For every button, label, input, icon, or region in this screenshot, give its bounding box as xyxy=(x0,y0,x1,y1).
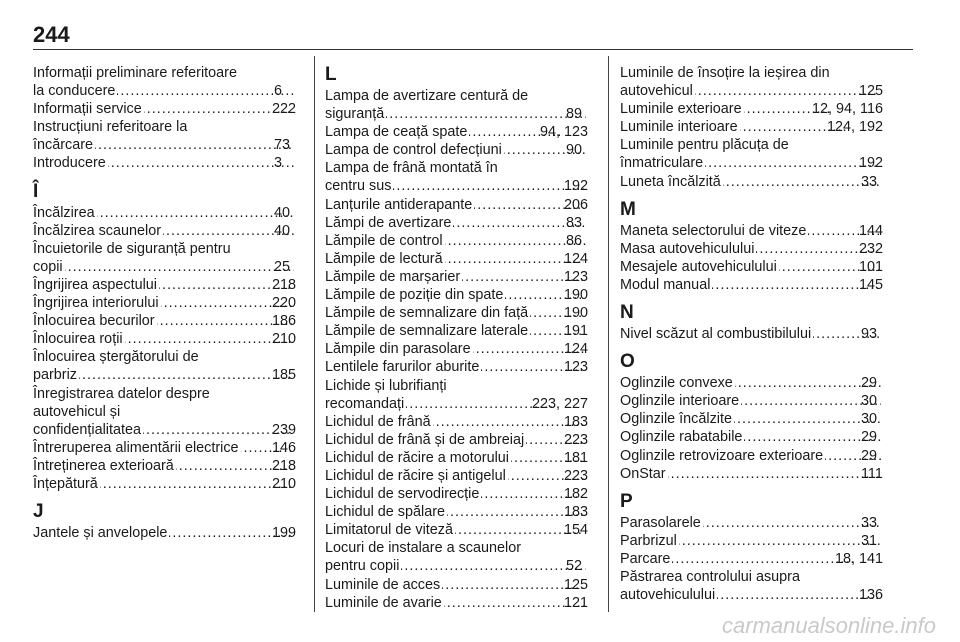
header-rule xyxy=(33,49,913,50)
index-page-ref[interactable]: 94, 123 xyxy=(539,124,588,141)
leader-dots xyxy=(100,475,292,493)
index-page-ref[interactable]: 183 xyxy=(563,504,588,521)
index-entry[interactable] xyxy=(325,123,588,141)
index-page-ref[interactable]: 218 xyxy=(271,276,296,293)
index-page-ref[interactable]: 123 xyxy=(563,268,588,285)
index-page-ref[interactable]: 190 xyxy=(563,287,588,304)
index-entry-text: Luminile exterioare xyxy=(620,101,742,118)
index-page-ref[interactable]: 220 xyxy=(271,295,296,312)
index-entry-text: Luneta încălzită xyxy=(620,173,721,190)
index-page-ref[interactable]: 146 xyxy=(271,439,296,456)
column-divider xyxy=(608,56,609,612)
index-entry-text: Lămpi de avertizare xyxy=(325,214,452,231)
index-entry[interactable] xyxy=(33,457,296,475)
index-entry[interactable] xyxy=(620,64,883,100)
index-page-ref[interactable]: 124 xyxy=(563,341,588,358)
index-entry-text: siguranță xyxy=(325,106,385,123)
leader-dots xyxy=(433,413,584,431)
index-letter-heading: P xyxy=(620,490,633,512)
index-page-ref[interactable]: 181 xyxy=(563,449,588,466)
index-entry[interactable]: Încălzirea ..... 40 xyxy=(33,204,296,222)
index-entry[interactable]: Oglinzile retrovizoare exterioare ..... 29 xyxy=(620,447,883,465)
index-entry-text: OnStar xyxy=(620,465,666,482)
index-entry-text: Îngrijirea aspectului xyxy=(33,276,157,293)
index-page-ref[interactable]: 125 xyxy=(563,576,588,593)
index-entry-text: Lămpile de lectură xyxy=(325,250,443,267)
index-page-ref[interactable]: 182 xyxy=(563,486,588,503)
index-page-ref[interactable]: 199 xyxy=(271,525,296,542)
index-page-ref[interactable]: 192 xyxy=(858,155,883,172)
index-entry-text: Lentilele farurilor aburite xyxy=(325,359,480,376)
index-column-3 xyxy=(620,64,883,604)
index-page-ref[interactable]: 183 xyxy=(563,413,588,430)
index-entry[interactable] xyxy=(325,449,588,467)
leader-dots xyxy=(672,550,855,568)
index-entry-text: Oglinzile convexe xyxy=(620,375,733,392)
index-entry-text: Păstrarea controlului asupra xyxy=(620,568,800,585)
index-entry-text: încărcare xyxy=(33,137,93,154)
leader-dots xyxy=(125,330,292,348)
leader-dots xyxy=(712,276,879,294)
index-entry-text: centru sus xyxy=(325,178,392,195)
index-entry[interactable] xyxy=(325,322,588,340)
index-entry-text: parbriz xyxy=(33,367,77,384)
index-page-ref[interactable]: 232 xyxy=(858,240,883,257)
index-page-ref[interactable]: 145 xyxy=(858,276,883,293)
index-entry-text: Înlocuirea becurilor xyxy=(33,313,155,330)
index-entry-text: Lichidul de frână xyxy=(325,413,431,430)
index-entry-text: Oglinzile interioare xyxy=(620,393,740,410)
index-page-ref[interactable]: 101 xyxy=(858,258,883,275)
index-entry-text: Lămpile de poziție din spate xyxy=(325,287,504,304)
index-entry-text: Lichidul de servodirecție xyxy=(325,486,480,503)
index-page-ref[interactable]: 190 xyxy=(563,305,588,322)
leader-dots xyxy=(679,532,881,550)
index-page-ref[interactable]: 124 xyxy=(563,250,588,267)
column-divider xyxy=(314,56,315,612)
index-entry-text: Lichide și lubrifianți xyxy=(325,377,447,394)
index-entry-text: Lămpile de semnalizare din față xyxy=(325,305,529,322)
index-entry[interactable] xyxy=(33,276,296,294)
index-entry-text: Introducere xyxy=(33,155,106,172)
leader-dots xyxy=(144,100,292,118)
index-entry-text: Înregistrarea datelor despre xyxy=(33,385,210,402)
index-entry[interactable]: Lampa de control defecțiuni ..... 90 xyxy=(325,141,588,159)
leader-dots xyxy=(108,154,294,172)
leader-dots xyxy=(79,366,292,384)
watermark-text: carmanualsonline.info xyxy=(721,613,936,638)
index-page-ref[interactable]: 123 xyxy=(563,359,588,376)
index-entry-text: Îngrijirea interiorului xyxy=(33,295,159,312)
leader-dots xyxy=(95,136,294,154)
index-entry-text: Lămpile de control xyxy=(325,232,443,249)
index-entry[interactable]: Lampa de avertizare centură de siguranță ..... 89 xyxy=(325,87,588,123)
index-entry[interactable] xyxy=(33,348,296,384)
index-entry-text: Luminile de acces xyxy=(325,576,441,593)
index-entry-text: Masa autovehiculului xyxy=(620,240,755,257)
index-entry-text: Modul manual xyxy=(620,276,711,293)
index-entry[interactable] xyxy=(33,100,296,118)
index-entry-text: înmatriculare xyxy=(620,155,704,172)
index-entry[interactable]: Oglinzile rabatabile ..... 29 xyxy=(620,428,883,446)
index-entry[interactable] xyxy=(325,576,588,594)
index-entry[interactable] xyxy=(325,521,588,539)
leader-dots xyxy=(406,395,552,413)
index-entry-text: copii xyxy=(33,258,63,275)
leader-dots xyxy=(444,594,584,612)
index-page-ref[interactable]: 12, 94, 116 xyxy=(812,101,883,118)
index-entry-text: Locuri de instalare a scaunelor xyxy=(325,540,521,557)
index-entry[interactable]: Oglinzile încălzite ..... 30 xyxy=(620,410,883,428)
index-entry[interactable] xyxy=(325,250,588,268)
index-entry[interactable]: Luneta încălzită ..... 33 xyxy=(620,173,883,191)
leader-dots xyxy=(668,465,881,483)
page-number: 244 xyxy=(33,22,70,47)
index-column-1 xyxy=(33,64,296,542)
index-letter-heading: N xyxy=(620,302,634,324)
index-entry[interactable]: Introducere ..... 3 xyxy=(33,154,296,172)
leader-dots xyxy=(393,177,584,195)
index-entry-text: Nivel scăzut al combustibilului xyxy=(620,326,812,343)
index-page-ref[interactable]: 192 xyxy=(563,178,588,195)
index-page-ref[interactable]: 223, 227 xyxy=(531,395,588,412)
index-entry[interactable] xyxy=(325,268,588,286)
index-entry[interactable]: Informații preliminare referitoare la conducere ..... 6 xyxy=(33,64,296,100)
index-entry[interactable] xyxy=(620,118,883,136)
index-entry[interactable] xyxy=(325,594,588,612)
index-entry-text: Înlocuirea roții xyxy=(33,331,123,348)
index-entry[interactable] xyxy=(33,475,296,493)
index-entry[interactable] xyxy=(33,524,296,542)
index-entry-text: Luminile pentru plăcuța de xyxy=(620,137,789,154)
index-entry-text: Lampa de avertizare centură de xyxy=(325,88,529,104)
index-entry[interactable]: OnStar ..... 111 xyxy=(620,465,883,483)
leader-dots xyxy=(705,154,879,172)
index-entry[interactable] xyxy=(620,258,883,276)
index-entry-text: Limitatorul de viteză xyxy=(325,522,453,539)
index-entry[interactable] xyxy=(620,276,883,294)
index-page-ref[interactable]: 186 xyxy=(271,313,296,330)
index-letter-heading: J xyxy=(33,501,44,523)
leader-dots xyxy=(445,232,586,250)
index-entry[interactable] xyxy=(620,240,883,258)
index-entry[interactable] xyxy=(620,222,883,240)
index-entry[interactable]: Oglinzile convexe ..... 29 xyxy=(620,374,883,392)
index-page-ref[interactable]: 125 xyxy=(858,83,883,100)
index-entry[interactable]: Lămpile de control ..... 86 xyxy=(325,232,588,250)
leader-dots xyxy=(695,82,879,100)
index-entry[interactable] xyxy=(33,439,296,457)
index-entry[interactable] xyxy=(325,485,588,503)
index-page-ref[interactable]: 223 xyxy=(563,467,588,484)
leader-dots xyxy=(723,173,881,191)
index-entry[interactable] xyxy=(325,467,588,485)
index-letter-heading: Î xyxy=(33,180,39,202)
index-entry-text: Încălzirea xyxy=(33,204,95,221)
index-page-ref[interactable]: 185 xyxy=(271,367,296,384)
index-entry-text: Lămpile din parasolare xyxy=(325,341,471,358)
index-entry-text: Încuietorile de siguranță pentru xyxy=(33,240,231,257)
index-entry-text: autovehicul xyxy=(620,83,693,100)
leader-dots xyxy=(735,374,881,392)
leader-dots xyxy=(717,586,879,604)
index-entry[interactable] xyxy=(325,431,588,449)
index-entry-text: Întreruperea alimentării electrice xyxy=(33,439,239,456)
index-entry[interactable] xyxy=(325,304,588,322)
index-entry[interactable]: Parbrizul ..... 31 xyxy=(620,532,883,550)
index-entry-text: Oglinzile încălzite xyxy=(620,411,732,428)
index-entry-text: Luminile de însoțire la ieșirea din xyxy=(620,65,830,81)
index-entry-text: Luminile interioare xyxy=(620,119,738,136)
index-entry-text: confidențialitatea xyxy=(33,421,142,438)
index-entry[interactable] xyxy=(325,159,588,195)
index-entry-text: Jantele și anvelopele xyxy=(33,525,168,542)
index-entry-text: pentru copii xyxy=(325,558,400,575)
index-entry[interactable] xyxy=(325,377,588,413)
leader-dots xyxy=(65,258,294,276)
index-entry[interactable]: Oglinzile interioare ..... 30 xyxy=(620,392,883,410)
index-entry[interactable] xyxy=(325,340,588,358)
index-entry-text: Întreținerea exterioară xyxy=(33,457,174,474)
index-entry-text: Mesajele autovehiculului xyxy=(620,258,777,275)
index-entry-text: autovehicul și xyxy=(33,403,121,420)
index-entry[interactable] xyxy=(620,100,883,118)
index-letter-heading: O xyxy=(620,351,635,373)
index-entry-text: Înlocuirea ștergătorului de xyxy=(33,349,199,366)
index-entry-text: Lămpile de semnalizare laterale xyxy=(325,323,529,340)
leader-dots xyxy=(401,557,586,575)
index-entry-text: Oglinzile rabatabile xyxy=(620,429,743,446)
index-entry-text: Înțepătură xyxy=(33,475,98,492)
index-page-ref[interactable]: 210 xyxy=(271,475,296,492)
index-page-ref[interactable]: 222 xyxy=(271,101,296,118)
index-entry-text: Informații service xyxy=(33,101,142,118)
leader-dots xyxy=(703,514,881,532)
index-entry-text: Lampa de control defecțiuni xyxy=(325,142,502,159)
index-entry[interactable] xyxy=(33,294,296,312)
index-entry[interactable] xyxy=(325,358,588,376)
index-entry[interactable] xyxy=(33,312,296,330)
index-entry-text: Lampa de frână montată în xyxy=(325,160,498,177)
index-page-ref[interactable]: 210 xyxy=(271,331,296,348)
index-entry-text: Încălzirea scaunelor xyxy=(33,222,161,239)
index-entry-text: autovehiculului xyxy=(620,587,716,604)
index-entry[interactable]: Nivel scăzut al combustibilului ..... 93 xyxy=(620,325,883,343)
index-page-ref[interactable]: 154 xyxy=(563,522,588,539)
index-entry-text: Lanțurile antiderapante xyxy=(325,196,473,213)
index-entry-text: Lichidul de răcire și antigelul xyxy=(325,467,506,484)
index-page-ref[interactable]: 136 xyxy=(858,587,883,604)
index-page-ref[interactable]: 206 xyxy=(563,196,588,213)
index-page-ref[interactable]: 121 xyxy=(563,594,588,611)
index-entry[interactable]: Instrucțiuni referitoare la încărcare ..... 73 xyxy=(33,118,296,154)
index-entry-text: Lămpile de marșarier xyxy=(325,268,461,285)
index-column-2 xyxy=(325,64,588,612)
index-entry-text: Parbrizul xyxy=(620,532,677,549)
index-entry[interactable]: Lămpi de avertizare ..... 83 xyxy=(325,214,588,232)
leader-dots xyxy=(734,410,881,428)
leader-dots xyxy=(143,421,292,439)
index-entry[interactable]: Încălzirea scaunelor ..... 40 xyxy=(33,222,296,240)
index-entry-text: la conducere xyxy=(33,83,116,100)
index-entry-text: Luminile de avarie xyxy=(325,594,442,611)
index-entry[interactable] xyxy=(620,136,883,172)
index-entry[interactable] xyxy=(33,330,296,348)
index-entry-text: Instrucțiuni referitoare la xyxy=(33,119,188,136)
index-entry[interactable] xyxy=(620,568,883,604)
index-entry-text: Lichidul de răcire a motorului xyxy=(325,449,509,466)
index-page-ref[interactable]: 218 xyxy=(271,457,296,474)
index-entry[interactable] xyxy=(620,550,883,568)
leader-dots xyxy=(386,105,586,123)
index-entry-text: Parasolarele xyxy=(620,514,701,531)
index-entry[interactable]: Parasolarele ..... 33 xyxy=(620,514,883,532)
index-page-ref[interactable]: 223 xyxy=(563,431,588,448)
index-entry-text: Maneta selectorului de viteze xyxy=(620,222,807,239)
index-entry-text: recomandați xyxy=(325,395,405,412)
index-entry[interactable] xyxy=(325,196,588,214)
index-letter-heading: M xyxy=(620,198,636,220)
leader-dots xyxy=(97,204,294,222)
index-entry-text: Parcare xyxy=(620,550,671,567)
index-entry-text: Lichidul de frână și de ambreiaj xyxy=(325,431,525,448)
index-entry-text: Oglinzile retrovizoare exterioare xyxy=(620,447,824,464)
index-entry[interactable] xyxy=(325,286,588,304)
index-page-ref[interactable]: 144 xyxy=(858,222,883,239)
index-page-ref[interactable]: 124, 192 xyxy=(826,119,883,136)
leader-dots xyxy=(442,576,584,594)
leader-dots xyxy=(117,82,294,100)
index-entry[interactable] xyxy=(33,385,296,439)
index-entry[interactable] xyxy=(325,503,588,521)
index-entry[interactable] xyxy=(325,413,588,431)
index-letter-heading: L xyxy=(325,64,337,85)
index-entry[interactable]: Locuri de instalare a scaunelor pentru copii ..... 52 xyxy=(325,539,588,575)
index-entry-text: Lichidul de spălare xyxy=(325,504,446,521)
index-entry[interactable]: Încuietorile de siguranță pentru copii ..... 25 xyxy=(33,240,296,276)
index-page-ref[interactable]: 18, 141 xyxy=(834,550,883,567)
index-entry-text: Lampa de ceață spate xyxy=(325,124,468,141)
index-entry-text: Informații preliminare referitoare xyxy=(33,65,237,81)
index-page-ref[interactable]: 191 xyxy=(563,323,588,340)
index-page-ref[interactable]: 239 xyxy=(271,421,296,438)
